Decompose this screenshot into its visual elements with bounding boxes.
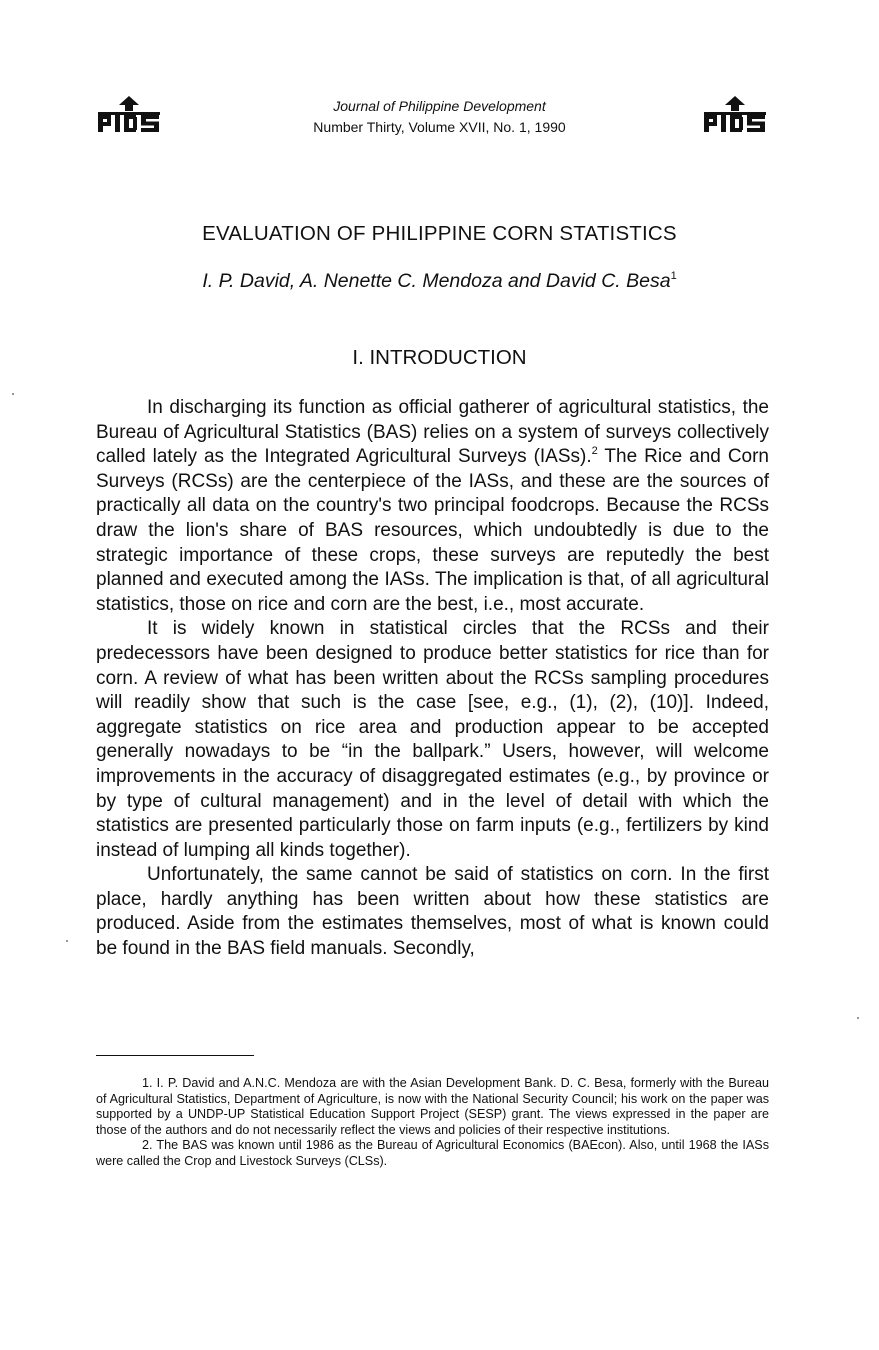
paragraph-1 (96, 396, 769, 617)
article-authors (0, 270, 879, 293)
footnote-2: 2. The BAS was known until 1986 as the Bureau of Agricultural Economics (BAEcon). Also, until 1968 the IASs were called the Crop and Livestock Surveys (CLSs). (96, 1138, 769, 1168)
pids-logo-left (96, 94, 162, 134)
scan-speck (12, 393, 14, 395)
footnote-2-marker: 2 (591, 445, 598, 458)
scan-speck (66, 940, 68, 942)
paragraph-1-part-a: In discharging its function as official gatherer of agricultural statistics, the Bureau of Agricultural Statistics (BAS) relies on a system of surveys collectively called lately as the Integrated Agricultural Surveys (IASs). (96, 397, 769, 468)
section-heading: I. INTRODUCTION (352, 346, 527, 369)
body-text (96, 396, 769, 962)
paragraph-1-part-b: The Rice and Corn Surveys (RCSs) are the centerpiece of the IASs, and these are the sources of practically all data on the country's two principal foodcrops. Because the RCSs draw the lion's share of BAS resources, which undoubtedly is due to the strategic importance of these crops, these surveys are reputedly the best planned and executed among the IASs. The implication is that, of all agricultural statistics, those on rice and corn are the best, i.e., most accurate. (96, 446, 769, 615)
author-footnote-marker: 1 (670, 270, 677, 282)
footnote-1: 1. I. P. David and A.N.C. Mendoza are with the Asian Development Bank. D. C. Besa, formerly with the Bureau of Agricultural Statistics, Department of Agriculture, is now with the National Security Council; his work on the paper was supported by a UNDP-UP Statistical Education Support Project (SESP) grant. The views expressed in the paper are those of the authors and do not necessarily reflect the views and policies of their respective institutions. (96, 1076, 769, 1137)
author-names: I. P. David, A. Nenette C. Mendoza and David C. Besa (202, 270, 671, 292)
scan-speck (857, 1017, 859, 1019)
issue-info: Number Thirty, Volume XVII, No. 1, 1990 (313, 119, 566, 135)
paragraph-2: It is widely known in statistical circles that the RCSs and their predecessors have been designed to produce better statistics for rice than for corn. A review of what has been written about the RCSs sampling procedures will readily show that such is the case [see, e.g., (1), (2), (10)]. Indeed, aggregate statistics on rice area and production appear to be accepted generally nowadays to be “in the ballpark.” Users, however, will welcome improvements in the accuracy of disaggregated estimates (e.g., by province or by type of cultural management) and in the level of detail with which the statistics are presented particularly those on farm inputs (e.g., fertilizers by kind instead of lumping all kinds together). (96, 618, 769, 861)
footnote-divider (96, 1055, 254, 1056)
journal-header (220, 96, 659, 138)
pids-logo-right (702, 94, 768, 134)
article-title: EVALUATION OF PHILIPPINE CORN STATISTICS (202, 222, 677, 245)
paragraph-3: Unfortunately, the same cannot be said of statistics on corn. In the first place, hardly anything has been written about how these statistics are produced. Aside from the estimates themselves, most of what is known could be found in the BAS field manuals. Secondly, (96, 864, 769, 960)
footnotes (96, 1076, 769, 1170)
journal-name: Journal of Philippine Development (333, 98, 546, 114)
